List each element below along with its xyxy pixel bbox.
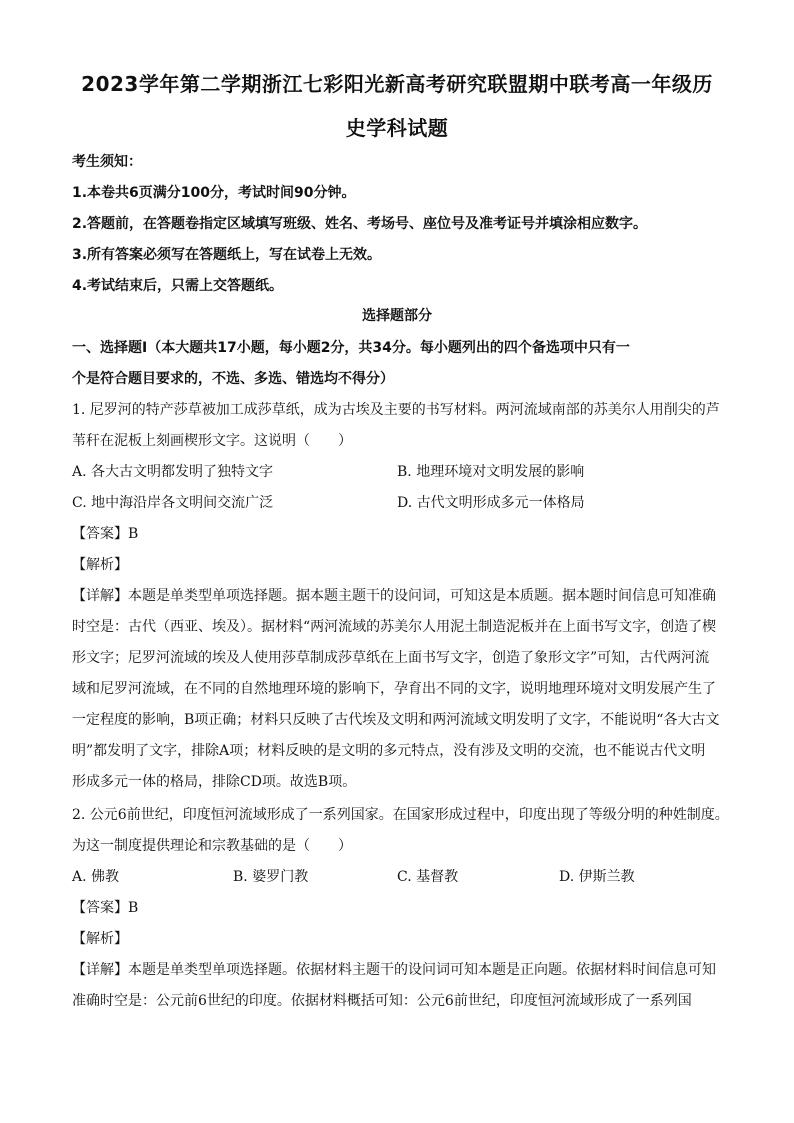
- notice-item-4: 4.考试结束后，只需上交答题纸。: [72, 278, 284, 294]
- q2-stem-line-1: 2. 公元6前世纪，印度恒河流域形成了一系列国家。在国家形成过程中，印度出现了等级分明的种姓制度。: [72, 807, 729, 823]
- q1-option-b: B. 地理环境对文明发展的影响: [397, 464, 585, 480]
- q2-option-c: C. 基督教: [397, 869, 459, 885]
- q2-option-d: D. 伊斯兰教: [559, 869, 635, 885]
- q1-detail-line-2: 时空是：古代（西亚、埃及）。据材料“两河流域的苏美尔人用泥土制造泥板并在上面书写文字，创造了楔: [72, 619, 717, 635]
- q1-analysis-label: 【解析】: [72, 557, 128, 573]
- q2-answer: 【答案】B: [72, 900, 139, 916]
- q1-detail-line-5: 一定程度的影响，B项正确；材料只反映了古代埃及文明和两河流域文明发明了文字，不能说明“各大古文: [72, 712, 720, 728]
- q1-stem-line-2: 苇秆在泥板上刻画楔形文字。这说明（ ）: [72, 433, 352, 449]
- q2-analysis-label: 【解析】: [72, 931, 128, 947]
- q1-option-d: D. 古代文明形成多元一体格局: [397, 495, 585, 511]
- q1-detail-line-6: 明”都发明了文字，排除A项；材料反映的是文明的多元特点，没有涉及文明的交流，也不能说古代文明: [72, 743, 706, 759]
- notice-item-1: 1.本卷共6页满分100分，考试时间90分钟。: [72, 185, 356, 201]
- q1-detail-line-3: 形文字；尼罗河流域的埃及人使用莎草制成莎草纸在上面书写文字，创造了象形文字”可知，古代两河流: [72, 650, 710, 666]
- q2-option-b: B. 婆罗门教: [233, 869, 309, 885]
- q1-answer: 【答案】B: [72, 526, 139, 542]
- q1-stem-line-1: 1. 尼罗河的特产莎草被加工成莎草纸，成为古埃及主要的书写材料。两河流域南部的苏美尔人用削尖的芦: [72, 402, 720, 418]
- q2-stem-line-2: 为这一制度提供理论和宗教基础的是（ ）: [72, 838, 352, 854]
- q1-option-a: A. 各大古文明都发明了独特文字: [72, 464, 274, 480]
- notice-item-3: 3.所有答案必须写在答题纸上，写在试卷上无效。: [72, 247, 382, 263]
- document-title-line-1: 2023学年第二学期浙江七彩阳光新高考研究联盟期中联考高一年级历: [81, 72, 713, 96]
- notice-item-2: 2.答题前，在答题卷指定区域填写班级、姓名、考场号、座位号及准考证号并填涂相应数字。: [72, 216, 648, 232]
- q1-option-c: C. 地中海沿岸各文明间交流广泛: [72, 495, 274, 511]
- q1-detail-line-4: 域和尼罗河流域，在不同的自然地理环境的影响下，孕育出不同的文字，说明地理环境对文明发展产生了: [72, 681, 716, 697]
- q1-detail-line-7: 形成多元一体的格局，排除CD项。故选B项。: [72, 774, 357, 790]
- section-intro-line-2: 个是符合题目要求的，不选、多选、错选均不得分）: [72, 371, 394, 387]
- q1-detail-line-1: 【详解】本题是单类型单项选择题。据本题主题干的设问词，可知这是本质题。据本题时间信息可知准确: [72, 588, 716, 604]
- document-title-line-2: 史学科试题: [345, 116, 449, 140]
- q2-option-a: A. 佛教: [72, 869, 120, 885]
- section-intro-line-1: 一、选择题Ⅰ（本大题共17小题，每小题2分，共34分。每小题列出的四个备选项中只有一: [72, 340, 630, 356]
- notice-heading: 考生须知：: [72, 154, 142, 170]
- section-title: 选择题部分: [362, 308, 432, 324]
- q2-detail-line-2: 准确时空是：公元前6世纪的印度。依据材料概括可知：公元6前世纪，印度恒河流域形成了一系列国: [72, 993, 692, 1009]
- q2-detail-line-1: 【详解】本题是单类型单项选择题。依据材料主题干的设问词可知本题是正向题。依据材料时间信息可知: [72, 962, 716, 978]
